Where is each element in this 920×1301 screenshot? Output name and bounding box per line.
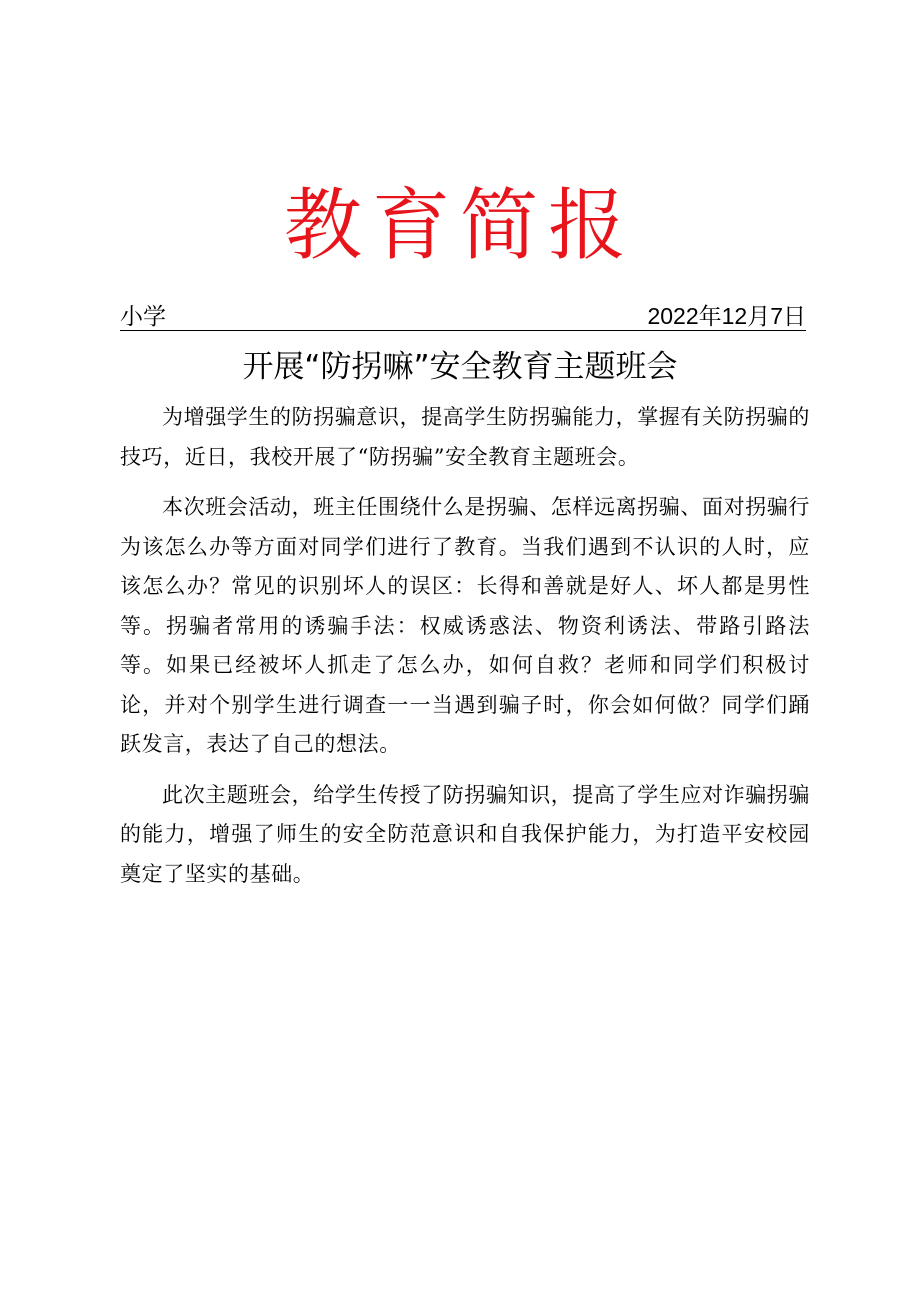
article-paragraph: 此次主题班会，给学生传授了防拐骗知识，提高了学生应对诈骗拐骗的能力，增强了师生的安全防范意识和自我保护能力，为打造平安校园奠定了坚实的基础。 [120, 782, 810, 886]
newsletter-masthead: 教育简报 [283, 181, 636, 271]
article-body [120, 398, 810, 905]
article-paragraph: 本次班会活动，班主任围绕什么是拐骗、怎样远离拐骗、面对拐骗行为该怎么办等方面对同学们进行了教育。当我们遇到不认识的人时，应该怎么办？常见的识别坏人的误区：长得和善就是好人、坏人都是男性等。拐骗者常用的诱骗手法：权威诱惑法、物资利诱法、带路引路法等。如果已经被坏人抓走了怎么办，如何自救？老师和同学们积极讨论，并对个别学生进行调查一一当遇到骗子时，你会如何做？同学们踊跃发言，表达了自己的想法。 [120, 495, 810, 756]
issue-date: 2022年12月7日 [647, 303, 806, 329]
issue-info-line [120, 300, 806, 331]
article-paragraph: 为增强学生的防拐骗意识，提高学生防拐骗能力，掌握有关防拐骗的技巧，近日，我校开展了“防拐骗”安全教育主题班会。 [120, 405, 810, 469]
article-headline: 开展“防拐嘛”安全教育主题班会 [242, 349, 678, 385]
school-name: 小学 [120, 303, 166, 329]
